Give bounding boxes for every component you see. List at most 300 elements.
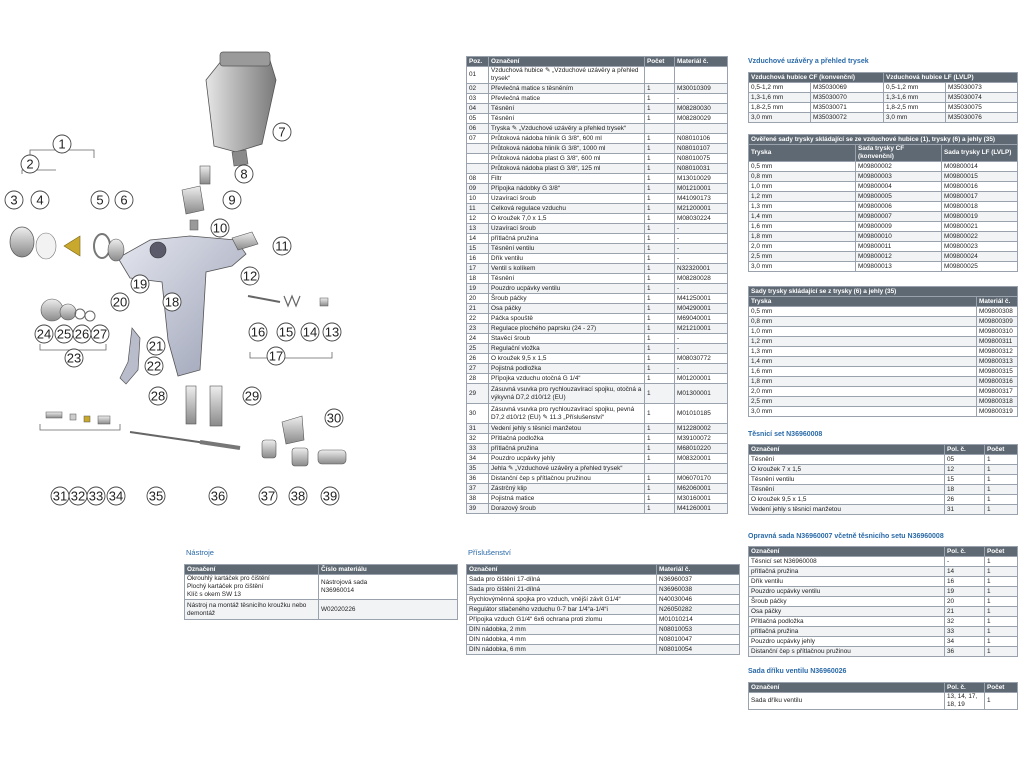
parts-row-cell: Průtoková nádoba hliník G 3/8“, 1000 ml	[489, 144, 645, 154]
callout-label: 29	[244, 388, 260, 404]
parts-row-cell: O kroužek 9,5 x 1,5	[489, 354, 645, 364]
verified-set-row-cell: M09800010	[856, 232, 942, 242]
repair-set-row-cell: 1	[985, 577, 1018, 587]
nozzle-set-row	[749, 387, 1018, 397]
parts-row-cell: 26	[467, 354, 489, 364]
parts-row-cell	[467, 144, 489, 154]
parts-row-cell: 1	[645, 484, 675, 494]
callout-label: 14	[302, 324, 318, 340]
verified-set-row-cell: M09800002	[856, 162, 942, 172]
parts-row-cell: Zásuvná vsuvka pro rychlouzavírací spojku, otočná a výkyvná D7,2 d10/12 (EU)	[489, 384, 645, 404]
parts-row-cell: 09	[467, 184, 489, 194]
accessory-row-cell: Rychlovýměnná spojka pro vzduch, vnější závit G1/4“	[467, 595, 657, 605]
seal-set-row	[749, 505, 1018, 515]
verified-set-row	[749, 242, 1018, 252]
seal-set-row-cell: 1	[985, 485, 1018, 495]
parts-row-cell: Pouzdro ucpávky ventilu	[489, 284, 645, 294]
callout-39	[321, 487, 339, 505]
parts-row-cell: Průtoková nádoba plast G 3/8“, 125 ml	[489, 164, 645, 174]
parts-header-desc: Označení	[489, 57, 645, 67]
parts-row-cell: Filtr	[489, 174, 645, 184]
parts-row	[467, 424, 728, 434]
parts-row-cell	[675, 464, 728, 474]
parts-row-cell: Páčka spouště	[489, 314, 645, 324]
repair-set-row-cell: 33	[945, 627, 985, 637]
parts-row-cell: M01210001	[675, 184, 728, 194]
callout-label: 36	[210, 488, 226, 504]
parts-row-cell: 19	[467, 284, 489, 294]
callout-label: 10	[212, 220, 228, 236]
verified-set-row-cell: 1,2 mm	[749, 192, 856, 202]
nozzle-set-row-cell: 1,4 mm	[749, 357, 977, 367]
parts-row-cell: 1	[645, 134, 675, 144]
parts-row	[467, 464, 728, 474]
parts-row-cell: -	[675, 284, 728, 294]
nozzle-set-row-cell: M09800312	[977, 347, 1018, 357]
accessory-row-cell: Sada pro čištění 21-dílná	[467, 585, 657, 595]
repair-set-row-cell: Šroub páčky	[749, 597, 945, 607]
repair-set-row-cell: -	[945, 557, 985, 567]
callout-25	[55, 325, 73, 343]
parts-row-cell: Těsnění	[489, 104, 645, 114]
accessory-row	[467, 575, 740, 585]
air-cap-row-cell: 1,8-2,5 mm	[884, 103, 946, 113]
nozzle-set-row	[749, 407, 1018, 417]
callout-29	[243, 387, 261, 405]
parts-row-cell: 1	[645, 244, 675, 254]
accessory-row-cell: N40030046	[657, 595, 740, 605]
parts-row-cell	[645, 67, 675, 84]
air-cap-row-cell: M35030075	[946, 103, 1018, 113]
parts-row-cell: 27	[467, 364, 489, 374]
parts-row	[467, 334, 728, 344]
seal-set-row-cell: 1	[985, 475, 1018, 485]
parts-row-cell: 1	[645, 474, 675, 484]
accessory-row-cell: N36960037	[657, 575, 740, 585]
verified-set-row-cell: M09800023	[942, 242, 1018, 252]
verified-set-row-cell: 3,0 mm	[749, 262, 856, 272]
verified-set-row-cell: 1,0 mm	[749, 182, 856, 192]
parts-row-cell: 1	[645, 444, 675, 454]
nozzle-set-row-cell: M09800311	[977, 337, 1018, 347]
parts-row-cell: 17	[467, 264, 489, 274]
seal-set-title: Těsnicí set N36960008	[748, 431, 823, 438]
parts-row-cell: M06070170	[675, 474, 728, 484]
parts-row-cell: 02	[467, 84, 489, 94]
air-caps-header-cf: Vzduchová hubice CF (konvenční)	[749, 73, 884, 83]
verified-set-row-cell: M09800017	[942, 192, 1018, 202]
valve-set-table	[748, 682, 1018, 710]
nozzle-header-mat: Materiál č.	[977, 297, 1018, 307]
callout-32	[69, 487, 87, 505]
parts-row-cell: N08010031	[675, 164, 728, 174]
seal-header-pos: Pol. č.	[945, 445, 985, 455]
nozzle-set-row	[749, 357, 1018, 367]
parts-row-cell: 1	[645, 114, 675, 124]
accessory-row-cell: Regulátor stlačeného vzduchu 0-7 bar 1/4“a-1/4“i	[467, 605, 657, 615]
parts-row-cell: 1	[645, 504, 675, 514]
parts-row-cell: 1	[645, 94, 675, 104]
seal-set-row-cell: Těsnění	[749, 455, 945, 465]
callout-4	[31, 191, 49, 209]
callout-label: 21	[148, 338, 164, 354]
parts-row-cell: 1	[645, 434, 675, 444]
parts-row-cell: Jehla ✎ „Vzduchové uzávěry a přehled trysek“	[489, 464, 645, 474]
callout-33	[87, 487, 105, 505]
callout-label: 24	[36, 326, 52, 342]
tools-row	[185, 600, 458, 620]
repair-set-row-cell: 1	[985, 607, 1018, 617]
repair-set-row	[749, 597, 1018, 607]
callout-2	[21, 155, 39, 173]
callout-label: 15	[278, 324, 294, 340]
seal-set-row-cell: Těsnění	[749, 485, 945, 495]
parts-row	[467, 244, 728, 254]
parts-row	[467, 454, 728, 464]
parts-row-cell: Těsnění ventilu	[489, 244, 645, 254]
repair-set-row-cell: 1	[985, 557, 1018, 567]
parts-row-cell: -	[675, 234, 728, 244]
verified-set-row-cell: M09800005	[856, 192, 942, 202]
repair-set-row-cell: Pouzdro ucpávky ventilu	[749, 587, 945, 597]
parts-row-cell: 16	[467, 254, 489, 264]
nozzle-set-row-cell: 1,3 mm	[749, 347, 977, 357]
air-caps-header-lf: Vzduchová hubice LF (LVLP)	[884, 73, 1018, 83]
callout-37	[259, 487, 277, 505]
parts-row-cell: M30010309	[675, 84, 728, 94]
tools-row-cell: Okrouhlý kartáček pro čištění Plochý kartáček pro čištění Klíč s okem SW 13	[185, 575, 319, 600]
nozzle-set-row-cell: 1,0 mm	[749, 327, 977, 337]
parts-header-mat: Materiál č.	[675, 57, 728, 67]
parts-row-cell	[467, 164, 489, 174]
seal-set-row	[749, 475, 1018, 485]
parts-row-cell: 35	[467, 464, 489, 474]
parts-row-cell: přítlačná pružina	[489, 444, 645, 454]
callout-20	[111, 293, 129, 311]
seal-set-row-cell: 05	[945, 455, 985, 465]
parts-row-cell: Vedení jehly s těsnicí manžetou	[489, 424, 645, 434]
seal-set-row	[749, 455, 1018, 465]
nozzle-set-row	[749, 397, 1018, 407]
parts-row	[467, 104, 728, 114]
parts-header-qty: Počet	[645, 57, 675, 67]
parts-row	[467, 404, 728, 424]
verified-set-row-cell: 0,5 mm	[749, 162, 856, 172]
parts-row	[467, 134, 728, 144]
verified-set-row-cell: M09800014	[942, 162, 1018, 172]
callout-24	[35, 325, 53, 343]
repair-set-row-cell: 36	[945, 647, 985, 657]
parts-row-cell: M08320001	[675, 454, 728, 464]
parts-row-cell: M08280029	[675, 114, 728, 124]
verified-set-row	[749, 172, 1018, 182]
parts-row-cell: Uzavírací šroub	[489, 224, 645, 234]
parts-row	[467, 124, 728, 134]
parts-row-cell: Těsnění	[489, 274, 645, 284]
parts-row-cell: -	[675, 364, 728, 374]
parts-row-cell: Uzavírací šroub	[489, 194, 645, 204]
parts-row-cell: Dřík ventilu	[489, 254, 645, 264]
seal-header-qty: Počet	[985, 445, 1018, 455]
nozzle-header-nozzle: Tryska	[749, 297, 977, 307]
accessory-row	[467, 625, 740, 635]
parts-row-cell: 1	[645, 194, 675, 204]
nozzle-set-row-cell: M09800313	[977, 357, 1018, 367]
parts-row-cell: 1	[645, 374, 675, 384]
tools-title: Nástroje	[186, 548, 214, 557]
parts-row-cell	[645, 124, 675, 134]
repair-set-row	[749, 577, 1018, 587]
parts-row-cell: 1	[645, 234, 675, 244]
valve-set-row	[749, 693, 1018, 710]
parts-row-cell: M68010220	[675, 444, 728, 454]
parts-row-cell: 37	[467, 484, 489, 494]
repair-header-pos: Pol. č.	[945, 547, 985, 557]
tools-row	[185, 575, 458, 600]
verified-header-cf: Sada trysky CF (konvenční)	[856, 145, 942, 162]
repair-set-row	[749, 647, 1018, 657]
parts-row-cell: 04	[467, 104, 489, 114]
parts-row-cell: N08010107	[675, 144, 728, 154]
callout-18	[163, 293, 181, 311]
parts-row-cell: M41250001	[675, 294, 728, 304]
parts-row-cell: 22	[467, 314, 489, 324]
verified-set-row-cell: M09800016	[942, 182, 1018, 192]
parts-row-cell: 1	[645, 304, 675, 314]
accessories-table	[466, 564, 740, 655]
valve-set-row-cell: Sada dříku ventilu	[749, 693, 945, 710]
callout-30	[325, 409, 343, 427]
parts-row-cell: 1	[645, 354, 675, 364]
parts-row	[467, 154, 728, 164]
parts-row-cell: 15	[467, 244, 489, 254]
air-cap-row	[749, 93, 1018, 103]
verified-set-row-cell: 1,8 mm	[749, 232, 856, 242]
parts-row-cell	[675, 124, 728, 134]
parts-row-cell: 03	[467, 94, 489, 104]
parts-row-cell: Převlečná matice s těsněním	[489, 84, 645, 94]
repair-set-row-cell: Dřík ventilu	[749, 577, 945, 587]
air-cap-row	[749, 113, 1018, 123]
parts-row-cell: 30	[467, 404, 489, 424]
seal-set-row	[749, 465, 1018, 475]
accessory-row-cell: N08010047	[657, 635, 740, 645]
verified-set-row-cell: M09800009	[856, 222, 942, 232]
repair-set-row-cell: přítlačná pružina	[749, 627, 945, 637]
seal-set-row-cell: 12	[945, 465, 985, 475]
nozzle-set-row-cell: M09800316	[977, 377, 1018, 387]
nozzle-set-row-cell: M09800317	[977, 387, 1018, 397]
valve-set-row-cell: 1	[985, 693, 1018, 710]
repair-set-title: Opravná sada N36960007 včetně těsnicího setu N36960008	[748, 533, 944, 540]
callout-3	[5, 191, 23, 209]
verified-set-row	[749, 192, 1018, 202]
parts-row	[467, 354, 728, 364]
verified-set-row	[749, 262, 1018, 272]
accessory-row-cell: M01010214	[657, 615, 740, 625]
parts-row-cell: Stavěcí šroub	[489, 334, 645, 344]
exploded-diagram	[0, 40, 460, 540]
parts-row-cell	[675, 67, 728, 84]
parts-row-cell: M41260001	[675, 504, 728, 514]
repair-set-table	[748, 546, 1018, 657]
callout-label: 11	[275, 238, 289, 254]
callout-label: 5	[96, 192, 104, 208]
verified-set-row-cell: M09800006	[856, 202, 942, 212]
acc-header-desc: Označení	[467, 565, 657, 575]
callout-label: 32	[70, 488, 86, 504]
air-cap-row-cell: M35030070	[811, 93, 884, 103]
callout-9	[223, 191, 241, 209]
parts-row	[467, 284, 728, 294]
repair-set-row-cell: Těsnicí set N36960008	[749, 557, 945, 567]
parts-row-cell: Vzduchová hubice ✎ „Vzduchové uzávěry a přehled trysek“	[489, 67, 645, 84]
accessory-row-cell: DIN nádobka, 6 mm	[467, 645, 657, 655]
parts-row-cell: 33	[467, 444, 489, 454]
air-cap-row-cell: 0,5-1,2 mm	[749, 83, 811, 93]
accessory-row	[467, 595, 740, 605]
parts-row-cell: Regulační vložka	[489, 344, 645, 354]
callout-14	[301, 323, 319, 341]
parts-row-cell: M41090173	[675, 194, 728, 204]
parts-row	[467, 384, 728, 404]
parts-row-cell: Průtoková nádoba plast G 3/8“, 600 ml	[489, 154, 645, 164]
callout-label: 3	[10, 192, 18, 208]
parts-row-cell: Přítlačná podložka	[489, 434, 645, 444]
verified-set-row	[749, 202, 1018, 212]
accessories-title: Příslušenství	[468, 548, 511, 557]
parts-row	[467, 67, 728, 84]
repair-set-row	[749, 587, 1018, 597]
callout-6	[115, 191, 133, 209]
parts-row-cell: Osa páčky	[489, 304, 645, 314]
repair-set-row-cell: 14	[945, 567, 985, 577]
parts-row	[467, 234, 728, 244]
repair-set-row-cell: Osa páčky	[749, 607, 945, 617]
verified-set-row-cell: 0,8 mm	[749, 172, 856, 182]
callout-11	[273, 237, 291, 255]
accessory-row	[467, 615, 740, 625]
parts-row-cell: 1	[645, 334, 675, 344]
parts-row-cell: 06	[467, 124, 489, 134]
parts-row-cell: 1	[645, 104, 675, 114]
parts-row-cell: 1	[645, 154, 675, 164]
repair-set-row	[749, 607, 1018, 617]
callout-label: 2	[26, 156, 34, 172]
callout-label: 8	[240, 166, 248, 182]
seal-set-row-cell: O kroužek 9,5 x 1,5	[749, 495, 945, 505]
callout-label: 22	[146, 358, 162, 374]
parts-row-cell: 1	[645, 494, 675, 504]
parts-row-cell: -	[675, 334, 728, 344]
accessory-row-cell: Přípojka vzduch G1/4“ 6x6 ochrana proti zlomu	[467, 615, 657, 625]
accessory-row-cell: DIN nádobka, 4 mm	[467, 635, 657, 645]
air-cap-row-cell: M35030072	[811, 113, 884, 123]
verified-set-row-cell: M09800012	[856, 252, 942, 262]
parts-row-cell: 1	[645, 454, 675, 464]
verified-set-row-cell: 2,5 mm	[749, 252, 856, 262]
parts-table	[466, 56, 728, 514]
accessory-row-cell: DIN nádobka, 2 mm	[467, 625, 657, 635]
verified-set-row-cell: M09800015	[942, 172, 1018, 182]
callout-label: 33	[88, 488, 104, 504]
nozzle-set-row-cell: 1,8 mm	[749, 377, 977, 387]
parts-row-cell: 01	[467, 67, 489, 84]
parts-row-cell: 07	[467, 134, 489, 144]
callout-31	[51, 487, 69, 505]
callout-26	[73, 325, 91, 343]
callout-36	[209, 487, 227, 505]
callout-7	[273, 123, 291, 141]
verified-set-row-cell: M09800019	[942, 212, 1018, 222]
parts-row-cell: M04290001	[675, 304, 728, 314]
parts-row-cell: M39100072	[675, 434, 728, 444]
parts-row-cell: 34	[467, 454, 489, 464]
nozzle-set-row-cell: M09800319	[977, 407, 1018, 417]
callout-label: 31	[52, 488, 68, 504]
callout-label: 34	[108, 488, 124, 504]
callout-10	[211, 219, 229, 237]
parts-row-cell: Průtoková nádoba hliník G 3/8“, 600 ml	[489, 134, 645, 144]
parts-row	[467, 84, 728, 94]
accessory-row	[467, 605, 740, 615]
parts-row-cell: Pojistná podložka	[489, 364, 645, 374]
callout-label: 20	[112, 294, 128, 310]
parts-row-cell: 1	[645, 144, 675, 154]
seal-set-row-cell: 1	[985, 455, 1018, 465]
repair-set-row-cell: 1	[985, 637, 1018, 647]
callout-35	[147, 487, 165, 505]
parts-row-cell: 1	[645, 324, 675, 334]
callout-label: 16	[250, 324, 266, 340]
parts-row-cell: -	[675, 254, 728, 264]
repair-set-row	[749, 617, 1018, 627]
parts-row-cell: 1	[645, 174, 675, 184]
parts-row	[467, 114, 728, 124]
parts-row-cell: M08030224	[675, 214, 728, 224]
parts-row-cell: 08	[467, 174, 489, 184]
parts-row	[467, 144, 728, 154]
parts-row	[467, 364, 728, 374]
repair-set-row-cell: Přítlačná podložka	[749, 617, 945, 627]
callout-label: 12	[242, 268, 258, 284]
nozzle-set-row-cell: 3,0 mm	[749, 407, 977, 417]
callout-label: 35	[148, 488, 164, 504]
callout-22	[145, 357, 163, 375]
parts-row-cell: 1	[645, 364, 675, 374]
parts-row-cell	[467, 154, 489, 164]
seal-set-row-cell: 1	[985, 465, 1018, 475]
nozzle-set-row-cell: M09800309	[977, 317, 1018, 327]
accessory-row	[467, 635, 740, 645]
seal-set-row-cell: 26	[945, 495, 985, 505]
nozzle-set-row-cell: 1,6 mm	[749, 367, 977, 377]
callout-label: 13	[324, 324, 340, 340]
parts-row-cell: Distanční čep s přítlačnou pružinou	[489, 474, 645, 484]
parts-row	[467, 314, 728, 324]
parts-row	[467, 344, 728, 354]
parts-row-cell: 1	[645, 384, 675, 404]
repair-set-row-cell: přítlačná pružina	[749, 567, 945, 577]
nozzle-set-row	[749, 307, 1018, 317]
parts-row-cell: 36	[467, 474, 489, 484]
parts-row-cell: 1	[645, 264, 675, 274]
nozzle-set-row-cell: M09800318	[977, 397, 1018, 407]
parts-row	[467, 164, 728, 174]
repair-set-row-cell: 1	[985, 647, 1018, 657]
valve-header-desc: Označení	[749, 683, 945, 693]
tools-table	[184, 564, 458, 620]
